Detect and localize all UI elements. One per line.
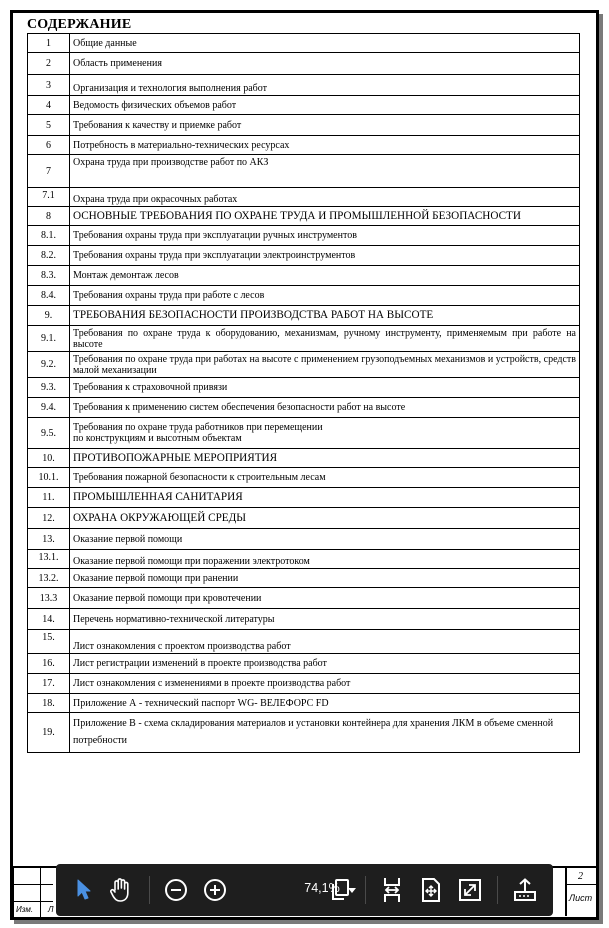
toc-row-number: 1 (28, 34, 70, 53)
stamp-label-izm: Изм. (16, 905, 34, 914)
toc-row-number: 13.3 (28, 588, 70, 609)
sheet-number-divider (565, 884, 596, 885)
toc-row-number: 8 (28, 207, 70, 226)
toolbar-separator (365, 876, 366, 904)
toc-row-number: 10. (28, 449, 70, 468)
toc-row (28, 155, 580, 188)
toc-row-text: ОСНОВНЫЕ ТРЕБОВАНИЯ ПО ОХРАНЕ ТРУДА И ПРОМЫШЛЕННОЙ БЕЗОПАСНОСТИ (70, 207, 580, 226)
pdf-toolbar (56, 864, 553, 916)
toc-row-text: Охрана труда при производстве работ по АКЗ (70, 155, 580, 188)
toc-row-text: Лист ознакомления с проектом производства работ (70, 630, 580, 654)
title-block-line (40, 868, 41, 919)
toc-row-text: Требования пожарной безопасности к строительным лесам (70, 468, 580, 488)
toolbar-separator (497, 876, 498, 904)
toc-row-number: 4 (28, 96, 70, 115)
toc-row-number: 9.5. (28, 418, 70, 449)
toc-row (28, 352, 580, 378)
toc-row-number: 13. (28, 529, 70, 550)
toc-row (28, 226, 580, 246)
zoom-out-button[interactable] (162, 874, 190, 906)
toc-row-text: Оказание первой помощи при кровотечении (70, 588, 580, 609)
toc-row-text: Требования по охране труда к оборудованию, механизмам, ручному инструменту, применяемым при работе на высоте (70, 326, 580, 352)
toc-row-text-line2: по конструкциям и высотным объектам (73, 433, 242, 444)
toc-row-text: Приложение А - технический паспорт WG- ВЕЛЕФОРС FD (70, 694, 580, 713)
toc-row-text: Требования к применению систем обеспечения безопасности работ на высоте (70, 398, 580, 418)
toc-row (28, 53, 580, 75)
title-block-line (13, 868, 14, 919)
toc-row-text: Лист ознакомления с изменениями в проекте производства работ (70, 674, 580, 694)
sheet-label: Лист (568, 893, 593, 903)
toc-row-text: Требования охраны труда при эксплуатации электроинструментов (70, 246, 580, 266)
toc-row-number: 7.1 (28, 188, 70, 207)
toc-row-text (70, 418, 580, 449)
toc-row-number: 2 (28, 53, 70, 75)
toc-row (28, 468, 580, 488)
toc-row-number: 19. (28, 713, 70, 753)
toc-row-text: ПРОТИВОПОЖАРНЫЕ МЕРОПРИЯТИЯ (70, 449, 580, 468)
toc-row (28, 75, 580, 96)
toc-row-text: Оказание первой помощи (70, 529, 580, 550)
toc-row (28, 550, 580, 569)
fit-page-icon (420, 877, 442, 903)
toc-row-number: 16. (28, 654, 70, 674)
toc-row-number: 8.4. (28, 286, 70, 306)
toc-row-text: ТРЕБОВАНИЯ БЕЗОПАСНОСТИ ПРОИЗВОДСТВА РАБОТ НА ВЫСОТЕ (70, 306, 580, 326)
toc-row (28, 488, 580, 508)
toc-row-number: 18. (28, 694, 70, 713)
toc-row-number: 9.1. (28, 326, 70, 352)
toc-row-text: Организация и технология выполнения работ (70, 75, 580, 96)
toc-row-text: Требования к страховочной привязи (70, 378, 580, 398)
fullscreen-button[interactable] (456, 874, 484, 906)
toc-title: СОДЕРЖАНИЕ (27, 17, 132, 32)
toc-row-number: 9.4. (28, 398, 70, 418)
zoom-in-button[interactable] (201, 874, 229, 906)
toc-row (28, 418, 580, 449)
toc-row-number: 11. (28, 488, 70, 508)
toc-row-number: 13.1. (28, 550, 70, 569)
toc-row-text: Общие данные (70, 34, 580, 53)
toc-row (28, 246, 580, 266)
toc-row (28, 266, 580, 286)
download-button[interactable] (511, 874, 539, 906)
toc-row-text: ОХРАНА ОКРУЖАЮЩЕЙ СРЕДЫ (70, 508, 580, 529)
toc-row (28, 286, 580, 306)
toc-row-text: Охрана труда при окрасочных работах (70, 188, 580, 207)
toc-row (28, 378, 580, 398)
download-icon (513, 878, 537, 902)
toc-row-text: Приложение В - схема складирования материалов и установки контейнера для хранения ЛКМ в объеме сменной потребности (70, 713, 580, 753)
toc-row (28, 654, 580, 674)
toc-row-text: Перечень нормативно-технической литературы (70, 609, 580, 630)
toc-row (28, 306, 580, 326)
toc-row-number: 3 (28, 75, 70, 96)
toc-row-number: 14. (28, 609, 70, 630)
toc-row-text: Ведомость физических объемов работ (70, 96, 580, 115)
sheet-number: 2 (578, 871, 583, 882)
zoom-level[interactable]: 74,1% (304, 881, 340, 895)
toc-row-number: 13.2. (28, 569, 70, 588)
toc-row-number: 15. (28, 630, 70, 654)
toc-row-text: Оказание первой помощи при поражении электротоком (70, 550, 580, 569)
fit-width-button[interactable] (378, 874, 406, 906)
toc-row (28, 449, 580, 468)
toc-row-number: 5 (28, 115, 70, 136)
toc-row (28, 326, 580, 352)
toc-row (28, 694, 580, 713)
toc-row (28, 136, 580, 155)
toolbar-separator (149, 876, 150, 904)
toc-row-number: 8.2. (28, 246, 70, 266)
toc-row-text: Потребность в материально-технических ресурсах (70, 136, 580, 155)
toc-row-text: Монтаж демонтаж лесов (70, 266, 580, 286)
toc-row-text: Требования охраны труда при эксплуатации ручных инструментов (70, 226, 580, 246)
toc-row-number: 10.1. (28, 468, 70, 488)
toc-row-number: 9.3. (28, 378, 70, 398)
toc-row-number: 8.3. (28, 266, 70, 286)
toc-row-number: 7 (28, 155, 70, 188)
toc-row-text: Требования к качеству и приемке работ (70, 115, 580, 136)
toc-row-number: 8.1. (28, 226, 70, 246)
select-tool-button[interactable] (70, 874, 98, 906)
fit-width-icon (380, 876, 404, 904)
toc-row (28, 34, 580, 53)
toc-row-text-line1: Требования по охране труда работников при перемещении (73, 422, 323, 433)
toc-row-number: 9.2. (28, 352, 70, 378)
toc-row (28, 569, 580, 588)
fullscreen-icon (458, 878, 482, 902)
zoom-in-icon (203, 878, 227, 902)
page-view-button[interactable] (326, 874, 354, 906)
page-shadow-right (599, 14, 603, 924)
zoom-out-icon (164, 878, 188, 902)
fit-page-button[interactable] (417, 874, 445, 906)
toc-row (28, 630, 580, 654)
toc-row-text: Область применения (70, 53, 580, 75)
toc-row-text: Оказание первой помощи при ранении (70, 569, 580, 588)
cursor-arrow-icon (76, 879, 92, 901)
page-shadow-bottom (14, 920, 603, 924)
toc-row-text: Требования по охране труда при работах на высоте с применением грузоподъемных механизмов и устройств, средств малой механизации (70, 352, 580, 378)
toc-row-text: ПРОМЫШЛЕННАЯ САНИТАРИЯ (70, 488, 580, 508)
toc-row (28, 207, 580, 226)
toc-table (27, 33, 580, 753)
title-block-line (13, 901, 53, 902)
toc-row (28, 508, 580, 529)
toc-row-text: Требования охраны труда при работе с лесов (70, 286, 580, 306)
stamp-label-list-partial: Л (48, 905, 54, 914)
hand-pan-icon (109, 877, 133, 903)
toc-row (28, 96, 580, 115)
pan-tool-button[interactable] (106, 874, 136, 906)
toc-row (28, 674, 580, 694)
toc-row-number: 12. (28, 508, 70, 529)
toc-row-text: Лист регистрации изменений в проекте производства работ (70, 654, 580, 674)
page-view-icon (329, 878, 351, 902)
toc-row (28, 529, 580, 550)
title-block-line (13, 884, 53, 885)
toc-row-number: 6 (28, 136, 70, 155)
toc-row-number: 17. (28, 674, 70, 694)
toc-row (28, 398, 580, 418)
toc-row (28, 115, 580, 136)
toc-row (28, 713, 580, 753)
toc-row (28, 188, 580, 207)
toc-row (28, 588, 580, 609)
toc-row-number: 9. (28, 306, 70, 326)
toc-row (28, 609, 580, 630)
